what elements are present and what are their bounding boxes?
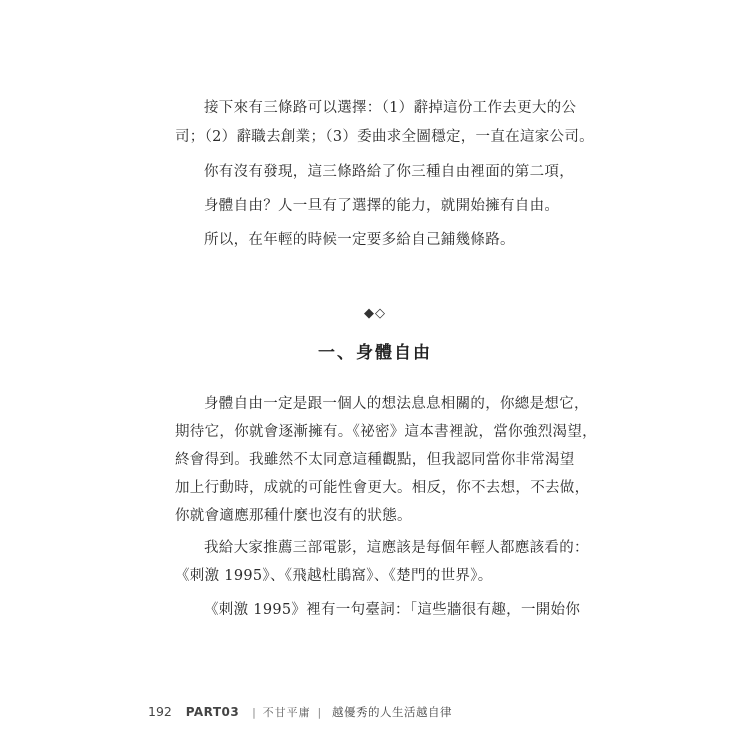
- text-line: 《刺激 1995》裡有一句臺詞：「這些牆很有趣，一開始你: [204, 602, 581, 618]
- text-line: 《刺激 1995》、《飛越杜鵑窩》、《楚門的世界》。: [175, 568, 493, 584]
- page-number: 192: [148, 704, 172, 719]
- paragraph-movie-quote: [175, 596, 581, 624]
- text-line: 所以，在年輕的時候一定要多給自己鋪幾條路。: [204, 232, 515, 248]
- page-footer: [148, 704, 452, 720]
- text-line: 身體自由？人一旦有了選擇的能力，就開始擁有自由。: [204, 198, 560, 214]
- paragraph-body-freedom-question: [175, 192, 575, 221]
- paragraph-three-paths: [175, 94, 594, 152]
- section-ornament: ◆◇: [364, 306, 386, 321]
- part-label: PART03: [185, 705, 240, 719]
- text-line: 身體自由一定是跟一個人的想法息息相關的，你總是想它，: [204, 396, 589, 412]
- section-heading: 一、身體自由: [318, 343, 432, 363]
- text-line: 接下來有三條路可以選擇：（1）辭掉這份工作去更大的公: [204, 100, 577, 116]
- footer-separator: |: [317, 706, 322, 719]
- part-title: 不甘平庸: [262, 706, 311, 719]
- book-title: 越優秀的人生活越自律: [332, 705, 453, 719]
- footer-separator: |: [252, 706, 256, 719]
- text-line: 加上行動時，成就的可能性會更大。相反，你不去想，不去做，: [175, 480, 590, 496]
- paragraph-body-freedom-explained: [175, 390, 597, 530]
- paragraph-body-freedom-intro: [175, 158, 575, 187]
- paragraph-conclusion: [175, 226, 575, 255]
- text-line: 終會得到。我雖然不太同意這種觀點，但我認同當你非常渴望: [175, 452, 575, 468]
- text-line: 你就會適應那種什麼也沒有的狀態。: [175, 508, 412, 524]
- paragraph-movie-recommendation: [175, 534, 589, 590]
- text-line: 司；（2）辭職去創業；（3）委曲求全圖穩定，一直在這家公司。: [175, 129, 594, 145]
- text-line: 你有沒有發現，這三條路給了你三種自由裡面的第二項，: [204, 164, 574, 180]
- text-line: 我給大家推薦三部電影，這應該是每個年輕人都應該看的：: [204, 540, 589, 556]
- text-line: 期待它，你就會逐漸擁有。《祕密》這本書裡說，當你強烈渴望，: [175, 424, 597, 440]
